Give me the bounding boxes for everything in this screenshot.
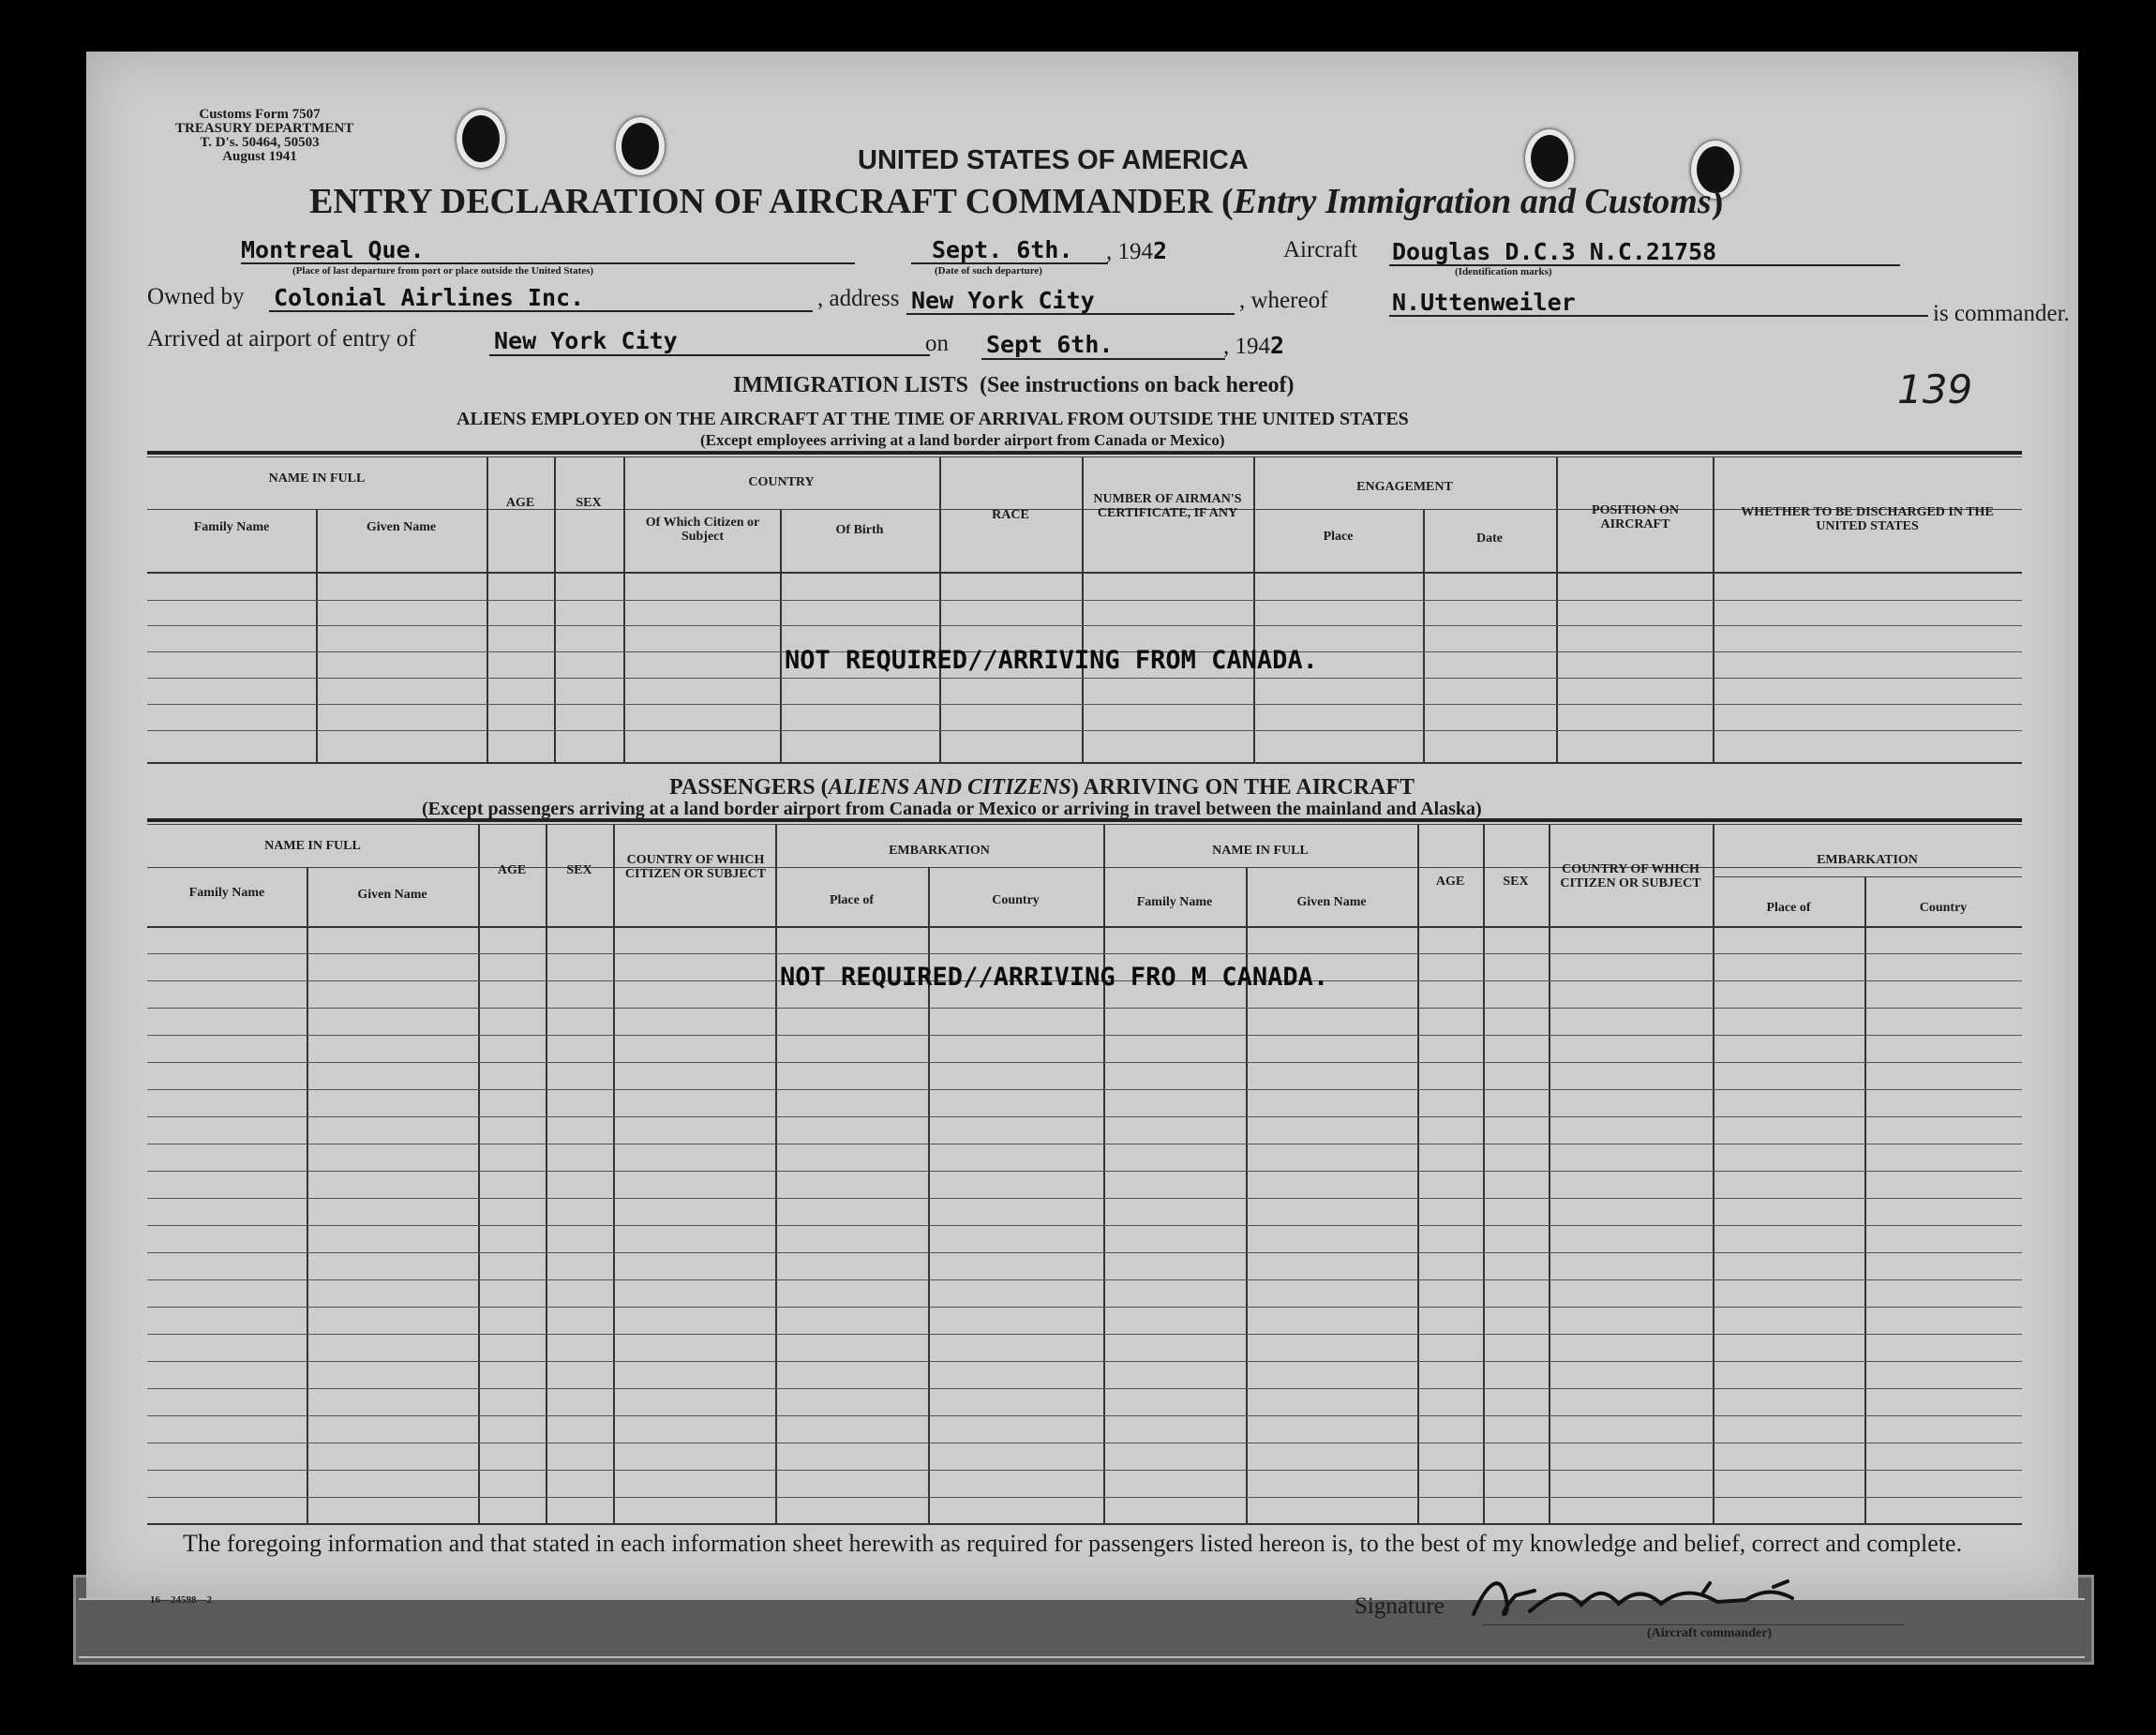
pass-col-place-of: Place of [829,893,875,907]
col-divider [613,824,615,1523]
immigration-heading [733,373,1294,398]
immigration-note: (Except employees arriving at a land border airport from Canada or Mexico) [700,431,1225,449]
pass-col-given-name-2: Given Name [1296,895,1367,909]
passengers-note: (Except passengers arriving at a land border airport from Canada or Mexico or arriving in travel between the mainland and Alaska) [422,799,1482,819]
pass-col-citizen: COUNTRY OF WHICH CITIZEN OR SUBJECT [624,853,767,881]
table-row [147,1497,2022,1498]
col-name-in-full: NAME IN FULL [268,471,366,486]
signature-label: Signature [1355,1593,1445,1619]
table-row [147,730,2022,731]
arrival-date-line [981,358,1225,360]
signature-line [1483,1624,1905,1625]
col-divider [1417,824,1419,1523]
address-value: New York City [911,287,1095,314]
pass-col-place-of-2: Place of [1766,901,1811,915]
table-header-bottom [147,572,2022,574]
col-sex: SEX [576,496,602,510]
form-title [309,181,1723,222]
table-row [147,600,2022,601]
aircraft-caption: (Identification marks) [1455,266,1552,277]
col-divider [1103,824,1105,1523]
commander-value: N.Uttenweiler [1392,289,1576,316]
arrival-year-digit: 2 [1270,332,1285,359]
certification-statement: The foregoing information and that stated in each information sheet herewith as required for passengers listed hereon is, to the best of my knowledge and belief, correct and complete. [183,1530,1963,1557]
table-row [147,1225,2022,1226]
punch-hole [457,110,505,168]
col-divider [1864,876,1866,1523]
col-age: AGE [505,496,535,510]
pass-col-embarkation-2: EMBARKATION [1817,853,1918,867]
passengers-title-rest: ) ARRIVING ON THE AIRCRAFT [1071,775,1415,800]
table-row [147,1307,2022,1308]
col-discharged: WHETHER TO BE DISCHARGED IN THE UNITED STATES [1741,505,1994,533]
pass-col-age-2: AGE [1435,875,1465,889]
pass-col-name-in-full-2: NAME IN FULL [1212,844,1309,858]
owner-line [269,310,813,312]
form-title-close: ) [1711,182,1724,221]
immigration-subtitle: ALIENS EMPLOYED ON THE AIRCRAFT AT THE TIME OF ARRIVAL FROM OUTSIDE THE UNITED STATES [457,409,1409,429]
arrived-label: Arrived at airport of entry of [147,326,416,351]
table-row [147,1062,2022,1063]
table-row [147,1035,2022,1036]
departure-place: Montreal Que. [241,236,425,263]
punch-hole [1525,129,1574,187]
punch-hole [616,117,665,175]
owned-by-label: Owned by [147,284,245,309]
departure-date-caption: (Date of such departure) [935,265,1042,277]
table-header-bottom [147,926,2022,928]
col-divider [546,824,547,1523]
table-bottom-rule [147,762,2022,764]
table-row [147,1089,2022,1090]
col-divider [780,509,782,762]
table-top-rule-2 [147,824,2022,825]
table-row [147,1198,2022,1199]
pass-col-embarkation: EMBARKATION [889,844,990,858]
immigration-title: IMMIGRATION LISTS [733,373,968,397]
col-divider [1082,456,1084,762]
passengers-not-required-stamp: NOT REQUIRED//ARRIVING FRO M CANADA. [780,963,1329,992]
table-row [147,1171,2022,1172]
col-citizen: Of Which Citizen or Subject [645,516,760,544]
table-row [147,1388,2022,1389]
col-place: Place [1323,530,1354,544]
col-country: COUNTRY [748,475,815,489]
col-birth: Of Birth [835,523,884,537]
arrival-year [1223,332,1284,360]
col-race: RACE [992,508,1029,522]
col-divider [1713,456,1714,762]
pass-col-sex-2: SEX [1503,875,1529,889]
form-number: Customs Form 7507 [199,107,321,122]
col-divider [1549,824,1550,1523]
col-divider [316,509,318,762]
table-row [147,953,2022,954]
table-row [147,704,2022,705]
table-top-rule-2 [147,456,2022,457]
form-department: TREASURY DEPARTMENT [175,121,354,136]
page-number: 139 [1897,366,1973,412]
passengers-title: PASSENGERS ( [669,775,829,800]
departure-date: Sept. 6th. [932,236,1073,263]
col-family-name: Family Name [193,520,270,534]
table-bottom-rule [147,1523,2022,1525]
address-label: , address [817,286,900,311]
pass-col-given-name: Given Name [357,888,427,902]
col-divider [307,867,308,1523]
pass-col-age: AGE [497,863,527,877]
form-id-block [175,107,354,164]
arrival-year-prefix: , 194 [1223,334,1270,359]
pass-col-citizen-2: COUNTRY OF WHICH CITIZEN OR SUBJECT [1560,862,1701,890]
col-date: Date [1476,531,1503,546]
col-certificate: NUMBER OF AIRMAN'S CERTIFICATE, IF ANY [1093,492,1242,520]
is-commander-label: is commander. [1933,301,2070,326]
pass-col-country-2: Country [1919,901,1968,915]
table-top-rule [147,451,2022,455]
col-given-name: Given Name [366,520,437,534]
aircraft-label: Aircraft [1283,237,1358,262]
table-header-mid [147,867,2022,868]
table-row [147,1334,2022,1335]
pass-col-family-name: Family Name [188,886,265,900]
col-divider [775,824,777,1523]
table-row [147,1116,2022,1117]
commander-line [1389,315,1928,317]
aircraft-value: Douglas D.C.3 N.C.21758 [1392,238,1717,265]
table-top-rule [147,818,2022,822]
table-row [147,678,2022,679]
col-engagement: ENGAGEMENT [1356,480,1453,494]
table-row [147,625,2022,626]
passengers-title-italic: ALIENS AND CITIZENS [828,775,1071,800]
col-divider [623,456,625,762]
table-row [147,1252,2022,1253]
pass-col-family-name-2: Family Name [1136,895,1213,909]
form-title-main: ENTRY DECLARATION OF AIRCRAFT COMMANDER ( [309,182,1234,221]
print-code: 16—24598—2 [150,1594,212,1606]
year-digit: 2 [1153,237,1168,264]
departure-date-line [911,262,1108,264]
commander-signature [1464,1563,1914,1628]
arrival-airport: New York City [494,327,678,354]
col-divider [1713,824,1714,1523]
form-date: August 1941 [222,149,297,164]
immigration-instructions: (See instructions on back hereof) [979,373,1295,397]
whereof-label: , whereof [1239,288,1328,313]
table-row [147,1415,2022,1416]
col-divider [1253,456,1255,762]
pass-col-sex: SEX [566,863,592,877]
passengers-heading [669,775,1415,800]
col-divider [478,824,480,1523]
col-divider [939,456,941,762]
country-heading: UNITED STATES OF AMERICA [858,145,1249,175]
col-divider [1483,824,1485,1523]
table-row [147,1470,2022,1471]
table-row [147,1279,2022,1280]
departure-place-caption: (Place of last departure from port or place outside the United States) [292,265,594,277]
arrival-date: Sept 6th. [986,331,1114,358]
on-label: on [925,331,949,356]
col-divider [1556,456,1558,762]
address-line [906,313,1235,315]
departure-place-line [241,262,855,264]
form-title-italic: Entry Immigration and Customs [1233,182,1712,221]
col-position: POSITION ON AIRCRAFT [1592,503,1679,531]
signature-caption: (Aircraft commander) [1647,1626,1773,1640]
owner-value: Colonial Airlines Inc. [274,284,585,311]
arrival-airport-line [489,354,930,356]
immigration-not-required-stamp: NOT REQUIRED//ARRIVING FROM CANADA. [785,646,1318,675]
table-row [147,1008,2022,1009]
pass-col-name-in-full: NAME IN FULL [264,839,361,853]
embark-sub-rule [1713,876,2022,877]
form-sheet [86,52,2078,1640]
year-prefix: , 194 [1106,239,1153,264]
table-row [147,1361,2022,1362]
col-divider [1423,509,1425,762]
form-tds: T. D's. 50464, 50503 [200,135,320,150]
departure-year [1106,237,1167,265]
pass-col-country: Country [992,893,1040,907]
